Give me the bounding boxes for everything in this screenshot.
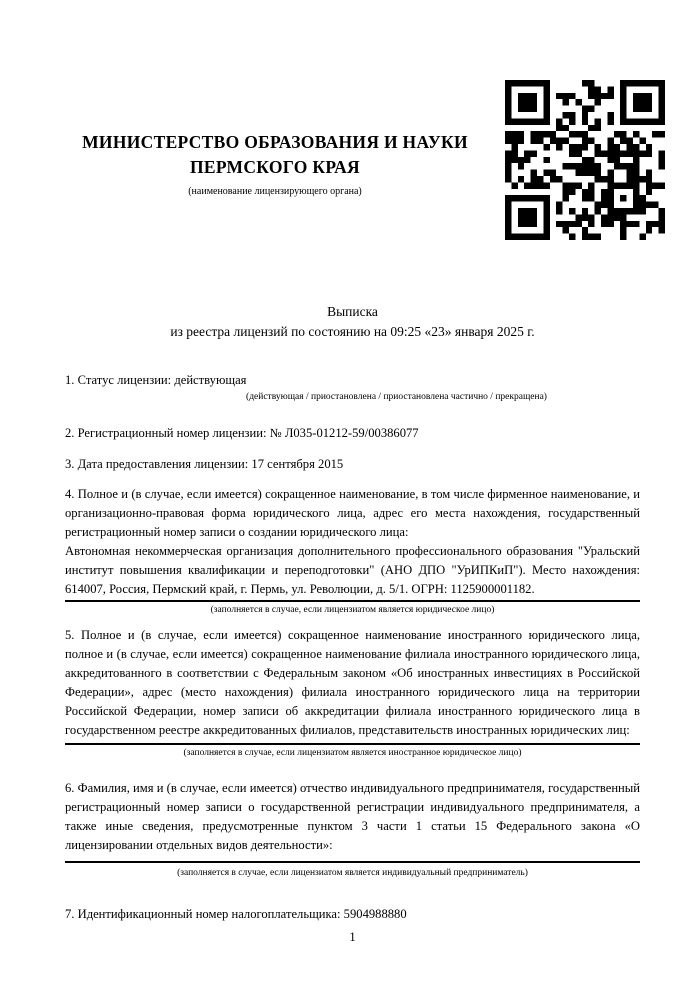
item-4-legal-entity-label: 4. Полное и (в случае, если имеется) сокращенное наименование, в том числе фирменное наименование, и организационно-правовая форма юридического лица, адрес его места нахождения, государственный регистрационный номер записи о создании юридического лица:: [65, 487, 640, 539]
document-body: [65, 371, 640, 924]
fill-in-rule-item-6: [65, 861, 640, 863]
document-title: [65, 302, 640, 342]
item-5-caption: (заполняется в случае, если лицензиатом является иностранное юридическое лицо): [183, 748, 522, 758]
item-6-individual-entrepreneur: 6. Фамилия, имя и (в случае, если имеется) отчество индивидуального предпринимателя, государственный регистрационный номер записи о государственной регистрации индивидуального предпринимателя, а также иные сведения, предусмотренные пунктом 3 части 1 статьи 15 Федерального закона «О лицензировании отдельных видов деятельности»:: [65, 781, 640, 852]
document-title-line1: Выписка: [327, 304, 378, 319]
item-4-legal-entity-value: Автономная некоммерческая организация дополнительного профессионального образования "Уральский институт повышения квалификации и переподготовки" (АНО ДПО "УрИПКиП"). Место нахождения: 614007, Россия, Пермский край, г. Пермь, ул. Революции, д. 5/1. ОГРН: 1125900001182.: [65, 544, 640, 596]
item-3-license-date: 3. Дата предоставления лицензии: 17 сентября 2015: [65, 457, 344, 471]
qr-code: [505, 80, 665, 240]
fill-in-rule-item-5: [65, 743, 640, 745]
item-5-foreign-entity: 5. Полное и (в случае, если имеется) сокращенное наименование иностранного юридического лица, полное и (в случае, если имеется) сокращенное наименование филиала иностранного юридического лица, аккредитованного в соответствии с Федеральным законом «Об иностранных инвестициях в Российской Федерации», адрес (место нахождения) филиала иностранного юридического лица на территории Российской Федерации, номер записи об аккредитации филиала иностранного юридического лица в государственном реестре аккредитованных филиалов, представительств иностранных юридических лиц:: [65, 628, 640, 737]
fill-in-rule-item-4: [65, 600, 640, 602]
ministry-name-line2: ПЕРМСКОГО КРАЯ: [190, 157, 360, 177]
item-6-caption: (заполняется в случае, если лицензиатом является индивидуальный предприниматель): [177, 868, 528, 878]
page-number: 1: [349, 930, 356, 944]
item-1-caption: (действующая / приостановлена / приостановлена частично / прекращена): [246, 392, 547, 402]
licensing-authority-caption: (наименование лицензирующего органа): [188, 186, 362, 197]
item-4-caption: (заполняется в случае, если лицензиатом является юридическое лицо): [210, 605, 495, 615]
item-7-taxpayer-id: 7. Идентификационный номер налогоплательщика: 5904988880: [65, 907, 407, 921]
item-2-registration-number: 2. Регистрационный номер лицензии: № Л035-01212-59/00386077: [65, 426, 419, 440]
item-1-license-status: 1. Статус лицензии: действующая: [65, 373, 247, 387]
document-title-line2: из реестра лицензий по состоянию на 09:25 «23» января 2025 г.: [170, 324, 535, 339]
ministry-name-line1: МИНИСТЕРСТВО ОБРАЗОВАНИЯ И НАУКИ: [82, 132, 468, 152]
licensing-authority-header: [58, 130, 492, 198]
